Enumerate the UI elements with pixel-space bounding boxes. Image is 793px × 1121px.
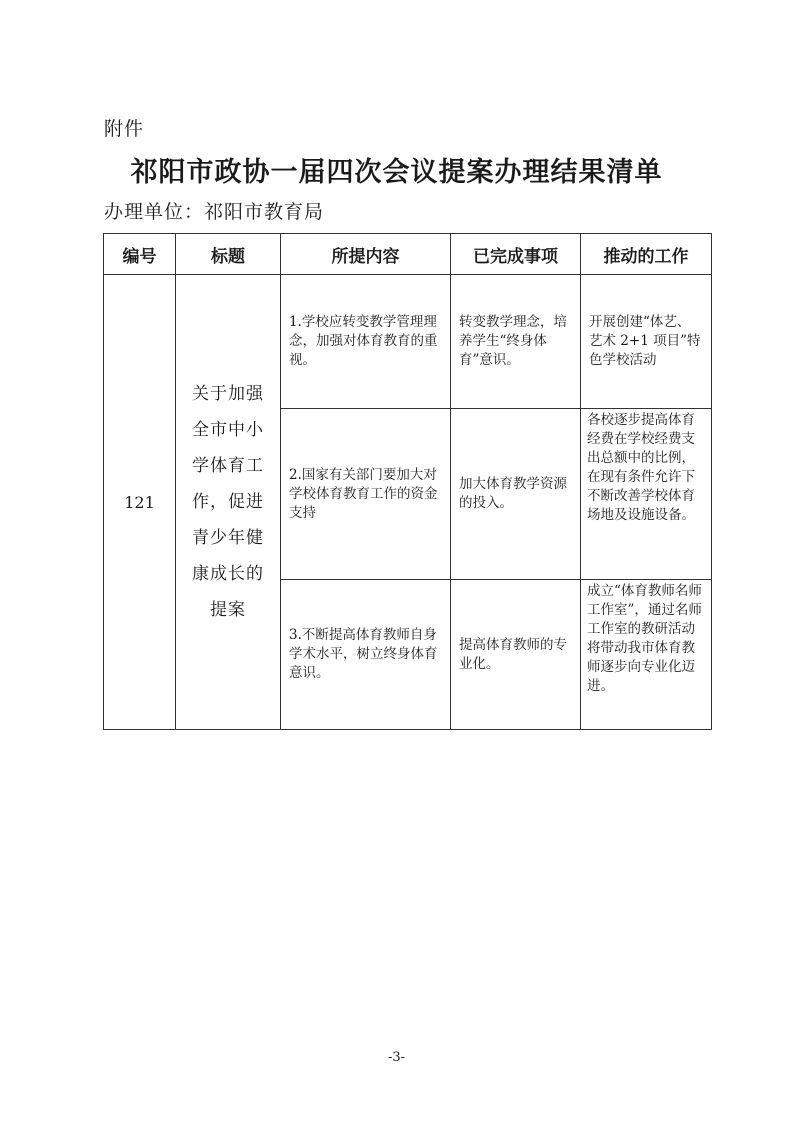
table-header-row <box>104 234 712 275</box>
content-cell: 3.不断提高体育教师自身学术水平，树立终身体育意识。 <box>281 580 451 730</box>
proposal-title: 关于加强全市中小学体育工作，促进青少年健康成长的提案 <box>176 275 281 730</box>
table-row <box>104 275 712 409</box>
attachment-label: 附件 <box>104 118 145 140</box>
handling-unit: 办理单位：祁阳市教育局 <box>104 201 325 223</box>
done-cell: 转变教学理念，培养学生“终身体育”意识。 <box>451 275 581 409</box>
work-cell: 开展创建“体艺、艺术 2+1 项目”特色学校活动 <box>581 275 712 409</box>
column-header-done: 已完成事项 <box>451 234 581 275</box>
done-cell: 加大体育教学资源的投入。 <box>451 409 581 580</box>
proposal-number: 121 <box>104 275 176 730</box>
column-header-title: 标题 <box>176 234 281 275</box>
work-cell: 各校逐步提高体育经费在学校经费支出总额中的比例，在现有条件允许下不断改善学校体育场地及设施设备。 <box>581 409 712 580</box>
column-header-number: 编号 <box>104 234 176 275</box>
work-cell: 成立“体育教师名师工作室”，通过名师工作室的教研活动将带动我市体育教师逐步向专业化迈进。 <box>581 580 712 730</box>
content-cell: 2.国家有关部门要加大对学校体育教育工作的资金支持 <box>281 409 451 580</box>
column-header-work: 推动的工作 <box>581 234 712 275</box>
done-cell: 提高体育教师的专业化。 <box>451 580 581 730</box>
page-number: -3- <box>387 1050 406 1065</box>
column-header-content: 所提内容 <box>281 234 451 275</box>
results-table <box>103 233 712 730</box>
content-cell: 1.学校应转变教学管理理念，加强对体育教育的重视。 <box>281 275 451 409</box>
document-title: 祁阳市政协一届四次会议提案办理结果清单 <box>130 157 663 188</box>
